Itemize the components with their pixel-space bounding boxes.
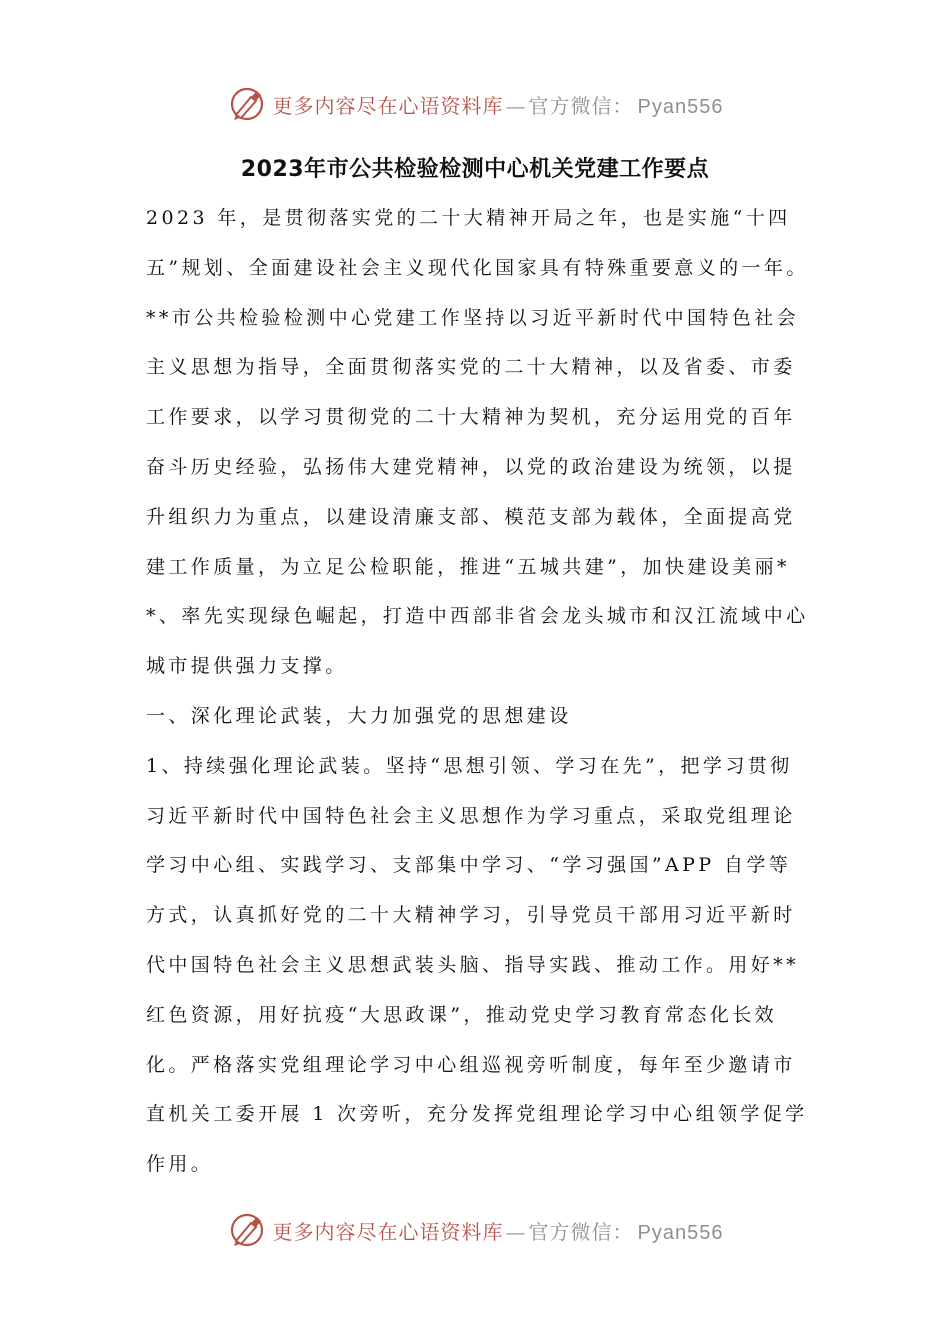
watermark-library-text: 更多内容尽在心语资料库 <box>272 93 504 118</box>
header-watermark <box>0 82 950 126</box>
body-line: 方式，认真抓好党的二十大精神学习，引导党员干部用习近平新时 <box>146 904 796 927</box>
document-title: 2023年市公共检验检测中心机关党建工作要点 <box>240 157 710 182</box>
body-line: 学习中心组、实践学习、支部集中学习、“学习强国”APP 自学等 <box>146 854 792 877</box>
body-line: 化。严格落实党组理论学习中心组巡视旁听制度，每年至少邀请市 <box>146 1053 796 1076</box>
body-line: 代中国特色社会主义思想武装头脑、指导实践、推动工作。用好** <box>146 953 800 976</box>
body-line: 2023 年，是贯彻落实党的二十大精神开局之年，也是实施“十四 <box>146 207 791 229</box>
pen-nib-circle-icon <box>227 84 267 124</box>
body-line: 1、持续强化理论武装。坚持“思想引领、学习在先”，把学习贯彻 <box>146 754 793 777</box>
watermark-official-text: 官方微信： <box>528 93 634 118</box>
body-line: *、率先实现绿色崛起，打造中西部非省会龙头城市和汉江流域中心 <box>146 605 809 628</box>
pen-nib-circle-icon <box>227 1210 267 1250</box>
watermark-wechat-id: Pyan556 <box>637 1221 724 1244</box>
footer-watermark <box>0 1208 950 1252</box>
watermark-dash: — <box>505 1219 527 1244</box>
body-line: 升组织力为重点，以建设清廉支部、模范支部为载体，全面提高党 <box>146 505 796 528</box>
document-body <box>146 194 826 1190</box>
watermark-library-text: 更多内容尽在心语资料库 <box>272 1219 504 1244</box>
watermark-official-text: 官方微信： <box>528 1219 634 1244</box>
body-line: 奋斗历史经验，弘扬伟大建党精神，以党的政治建设为统领，以提 <box>146 455 796 478</box>
body-line: 五”规划、全面建设社会主义现代化国家具有特殊重要意义的一年。 <box>146 256 809 279</box>
watermark-text <box>273 90 724 119</box>
body-line: **市公共检验检测中心党建工作坚持以习近平新时代中国特色社会 <box>146 306 800 329</box>
watermark-text <box>273 1216 724 1245</box>
body-line: 红色资源，用好抗疫“大思政课”，推动党史学习教育常态化长效 <box>146 1003 778 1026</box>
body-line: 城市提供强力支撑。 <box>146 655 348 678</box>
watermark-dash: — <box>505 93 527 118</box>
body-line: 主义思想为指导，全面贯彻落实党的二十大精神，以及省委、市委 <box>146 356 796 379</box>
body-line: 建工作质量，为立足公检职能，推进“五城共建”，加快建设美丽* <box>146 555 790 578</box>
section-heading: 一、深化理论武装，大力加强党的思想建设 <box>146 704 572 727</box>
body-line: 习近平新时代中国特色社会主义思想作为学习重点，采取党组理论 <box>146 804 796 827</box>
watermark-wechat-id: Pyan556 <box>637 95 724 118</box>
body-line: 直机关工委开展 1 次旁听，充分发挥党组理论学习中心组领学促学 <box>146 1103 808 1126</box>
body-line: 工作要求，以学习贯彻党的二十大精神为契机，充分运用党的百年 <box>146 406 796 429</box>
body-line: 作用。 <box>146 1153 214 1176</box>
